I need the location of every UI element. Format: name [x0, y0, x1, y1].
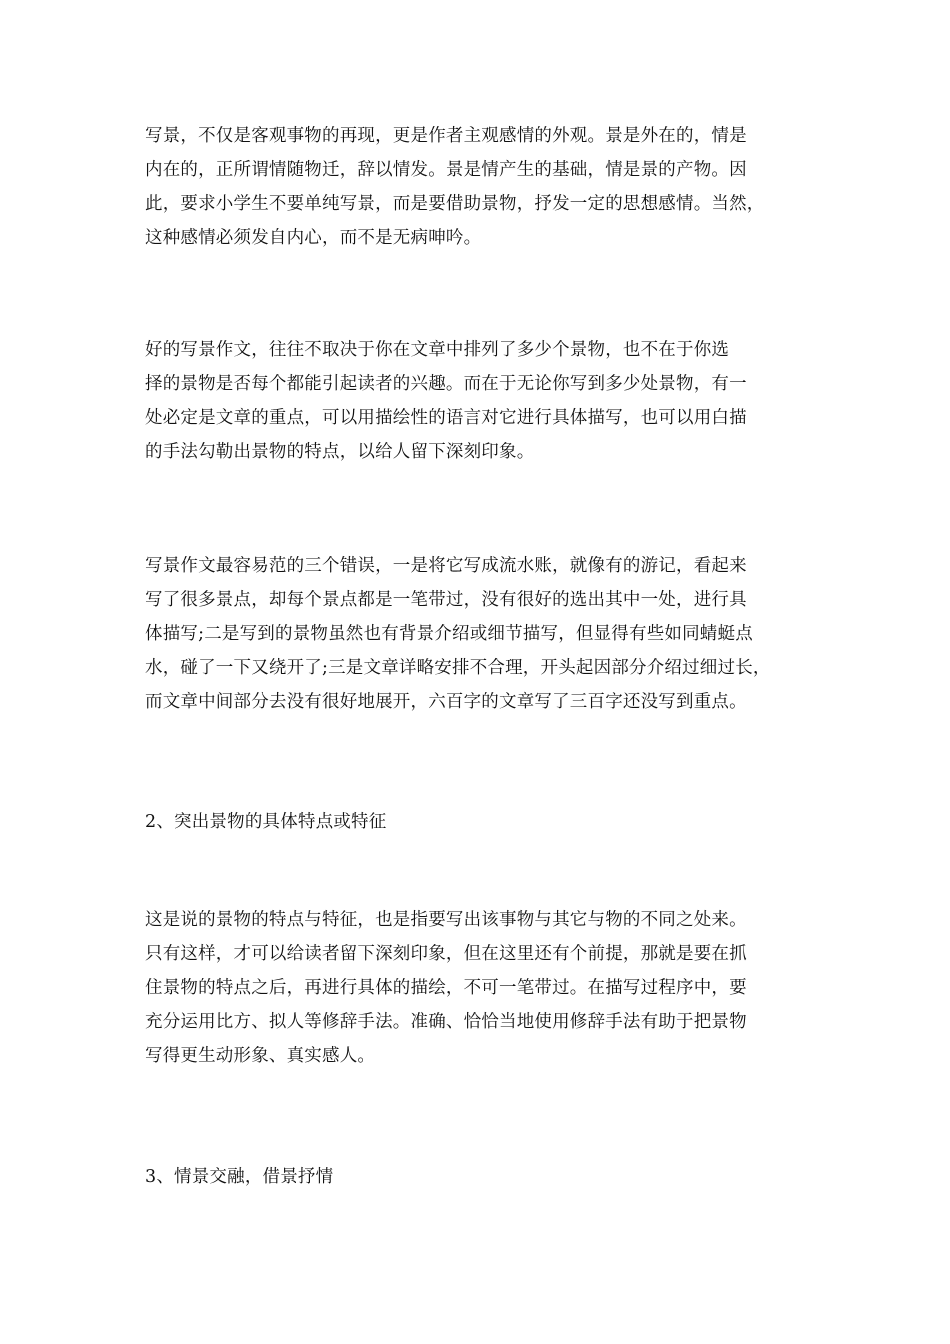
paragraph-good-essay	[145, 333, 825, 469]
paragraph-line: 写景作文最容易范的三个错误，一是将它写成流水账，就像有的游记，看起来	[145, 556, 747, 576]
paragraph-line: 好的写景作文，往往不取决于你在文章中排列了多少个景物，也不在于你选	[145, 340, 730, 360]
paragraph-line: 只有这样，才可以给读者留下深刻印象，但在这里还有个前提，那就是要在抓	[145, 944, 747, 964]
paragraph-line: 而文章中间部分去没有很好地展开，六百字的文章写了三百字还没写到重点。	[145, 692, 747, 712]
paragraph-line: 写了很多景点，却每个景点都是一笔带过，没有很好的选出其中一处，进行具	[145, 590, 747, 610]
section-heading-text: 2、突出景物的具体特点或特征	[145, 812, 387, 832]
section-heading-2	[145, 805, 825, 839]
section-heading-3	[145, 1160, 825, 1194]
paragraph-line: 水，碰了一下又绕开了;三是文章详略安排不合理，开头起因部分介绍过细过长，	[145, 658, 771, 678]
paragraph-line: 写得更生动形象、真实感人。	[145, 1046, 376, 1066]
paragraph-line: 充分运用比方、拟人等修辞手法。准确、恰恰当地使用修辞手法有助于把景物	[145, 1012, 747, 1032]
paragraph-line: 写景，不仅是客观事物的再现，更是作者主观感情的外观。景是外在的，情是	[145, 126, 747, 146]
paragraph-features	[145, 903, 825, 1073]
paragraph-line: 此，要求小学生不要单纯写景，而是要借助景物，抒发一定的思想感情。当然，	[145, 194, 765, 214]
paragraph-line: 处必定是文章的重点，可以用描绘性的语言对它进行具体描写，也可以用白描	[145, 408, 747, 428]
paragraph-line: 住景物的特点之后，再进行具体的描绘，不可一笔带过。在描写过程序中，要	[145, 978, 747, 998]
paragraph-common-mistakes	[145, 549, 825, 719]
paragraph-scenery-emotion	[145, 119, 825, 255]
paragraph-line: 体描写;二是写到的景物虽然也有背景介绍或细节描写，但显得有些如同蜻蜓点	[145, 624, 753, 644]
section-heading-text: 3、情景交融，借景抒情	[145, 1167, 334, 1187]
paragraph-line: 的手法勾勒出景物的特点，以给人留下深刻印象。	[145, 442, 535, 462]
paragraph-line: 内在的，正所谓情随物迁，辞以情发。景是情产生的基础，情是景的产物。因	[145, 160, 747, 180]
paragraph-line: 这是说的景物的特点与特征，也是指要写出该事物与其它与物的不同之处来。	[145, 910, 747, 930]
paragraph-line: 择的景物是否每个都能引起读者的兴趣。而在于无论你写到多少处景物，有一	[145, 374, 747, 394]
paragraph-line: 这种感情必须发自内心，而不是无病呻吟。	[145, 228, 482, 248]
